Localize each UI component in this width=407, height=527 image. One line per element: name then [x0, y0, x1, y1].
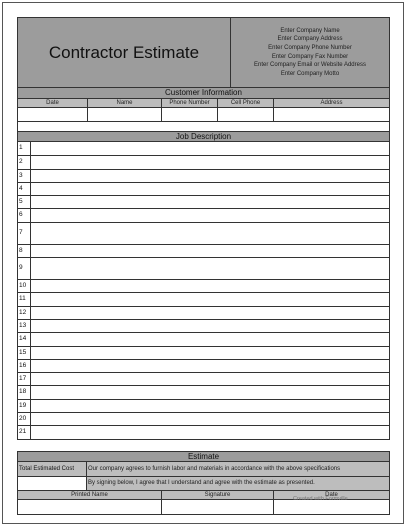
job-line [18, 319, 389, 332]
form-page [2, 2, 404, 524]
job-line-field[interactable] [31, 183, 389, 195]
job-line [18, 346, 389, 359]
line-number: 8 [18, 245, 31, 257]
name-field[interactable] [88, 108, 162, 121]
line-number: 9 [18, 258, 31, 279]
line-number: 21 [18, 426, 31, 438]
job-line [18, 182, 389, 195]
col-cell: Cell Phone [218, 99, 274, 107]
job-line-field[interactable] [31, 307, 389, 319]
company-phone-field[interactable]: Enter Company Phone Number [268, 44, 352, 51]
job-line-field[interactable] [31, 413, 389, 425]
job-line-field[interactable] [31, 333, 389, 345]
job-line-field[interactable] [31, 360, 389, 372]
company-name-field[interactable]: Enter Company Name [280, 27, 340, 34]
col-name: Name [88, 99, 162, 107]
job-description-lines [17, 142, 390, 440]
form-header [17, 17, 390, 88]
agreement-text-2: By signing below, I agree that I understand and agree with the estimate as presented. [87, 477, 389, 490]
job-line [18, 306, 389, 319]
printed-name-field[interactable] [18, 500, 162, 514]
line-number: 19 [18, 400, 31, 412]
line-number: 12 [18, 307, 31, 319]
form-title: Contractor Estimate [48, 42, 200, 62]
line-number: 4 [18, 183, 31, 195]
job-line-field[interactable] [31, 347, 389, 359]
estimate-amount-row [17, 477, 390, 491]
company-address-field[interactable]: Enter Company Address [277, 36, 343, 43]
cell-field[interactable] [218, 108, 274, 121]
address-field[interactable] [274, 108, 389, 121]
job-line [18, 359, 389, 372]
job-line [18, 292, 389, 305]
total-cost-label: Total Estimated Cost [18, 462, 87, 476]
estimate-row [17, 462, 390, 477]
estimate-heading: Estimate [17, 451, 390, 462]
line-number: 17 [18, 373, 31, 385]
company-fax-field[interactable]: Enter Company Fax Number [271, 53, 349, 60]
company-info-box[interactable] [231, 18, 389, 87]
line-number: 15 [18, 347, 31, 359]
footer-credit: Created with Formville [293, 496, 348, 502]
job-line-field[interactable] [31, 400, 389, 412]
line-number: 18 [18, 386, 31, 398]
job-line [18, 208, 389, 221]
line-number: 20 [18, 413, 31, 425]
job-line-field[interactable] [31, 196, 389, 208]
job-line-field[interactable] [31, 209, 389, 221]
job-line [18, 244, 389, 257]
job-line [18, 385, 389, 398]
job-line-field[interactable] [31, 245, 389, 257]
col-address: Address [320, 100, 343, 106]
job-line-field[interactable] [31, 223, 389, 244]
job-line-field[interactable] [31, 373, 389, 385]
job-line [18, 279, 389, 292]
line-number: 3 [18, 170, 31, 182]
job-line-field[interactable] [31, 280, 389, 292]
job-line [18, 399, 389, 412]
line-number: 5 [18, 196, 31, 208]
customer-info-input-row [17, 108, 390, 122]
customer-info-heading: Customer Information [17, 88, 390, 99]
line-number: 2 [18, 156, 31, 168]
agreement-text-1: Our company agrees to furnish labor and materials in accordance with the above specifications [87, 462, 389, 476]
customer-info-header-row [17, 99, 390, 108]
col-signature: Signature [162, 491, 274, 499]
signature-field[interactable] [162, 500, 274, 514]
job-line [18, 257, 389, 279]
line-number: 14 [18, 333, 31, 345]
job-line-field[interactable] [31, 142, 389, 155]
line-number: 10 [18, 280, 31, 292]
total-cost-field[interactable] [18, 477, 87, 490]
job-line [18, 169, 389, 182]
spacer [17, 122, 390, 131]
line-number: 16 [18, 360, 31, 372]
job-line [18, 412, 389, 425]
job-line [18, 372, 389, 385]
job-line [18, 155, 389, 168]
job-line [18, 425, 389, 438]
job-line-field[interactable] [31, 386, 389, 398]
line-number: 7 [18, 223, 31, 244]
job-line-field[interactable] [31, 258, 389, 279]
line-number: 13 [18, 320, 31, 332]
title-box [18, 18, 231, 87]
estimate-form [17, 17, 390, 515]
line-number: 6 [18, 209, 31, 221]
col-phone: Phone Number [162, 99, 218, 107]
job-line-field[interactable] [31, 170, 389, 182]
company-motto-field[interactable]: Enter Company Motto [280, 70, 340, 77]
col-sign-date: Date [325, 491, 338, 498]
job-line [18, 195, 389, 208]
job-description-heading: Job Description [17, 131, 390, 142]
col-date: Date [18, 99, 88, 107]
line-number: 11 [18, 293, 31, 305]
job-line [18, 222, 389, 244]
line-number: 1 [18, 142, 31, 155]
job-line [18, 142, 389, 155]
phone-field[interactable] [162, 108, 218, 121]
date-field[interactable] [18, 108, 88, 121]
company-web-field[interactable]: Enter Company Email or Website Address [254, 62, 366, 69]
job-line-field[interactable] [31, 293, 389, 305]
job-line-field[interactable] [31, 320, 389, 332]
col-printed-name: Printed Name [18, 491, 162, 499]
job-line-field[interactable] [31, 156, 389, 168]
job-line-field[interactable] [31, 426, 389, 438]
job-line [18, 332, 389, 345]
